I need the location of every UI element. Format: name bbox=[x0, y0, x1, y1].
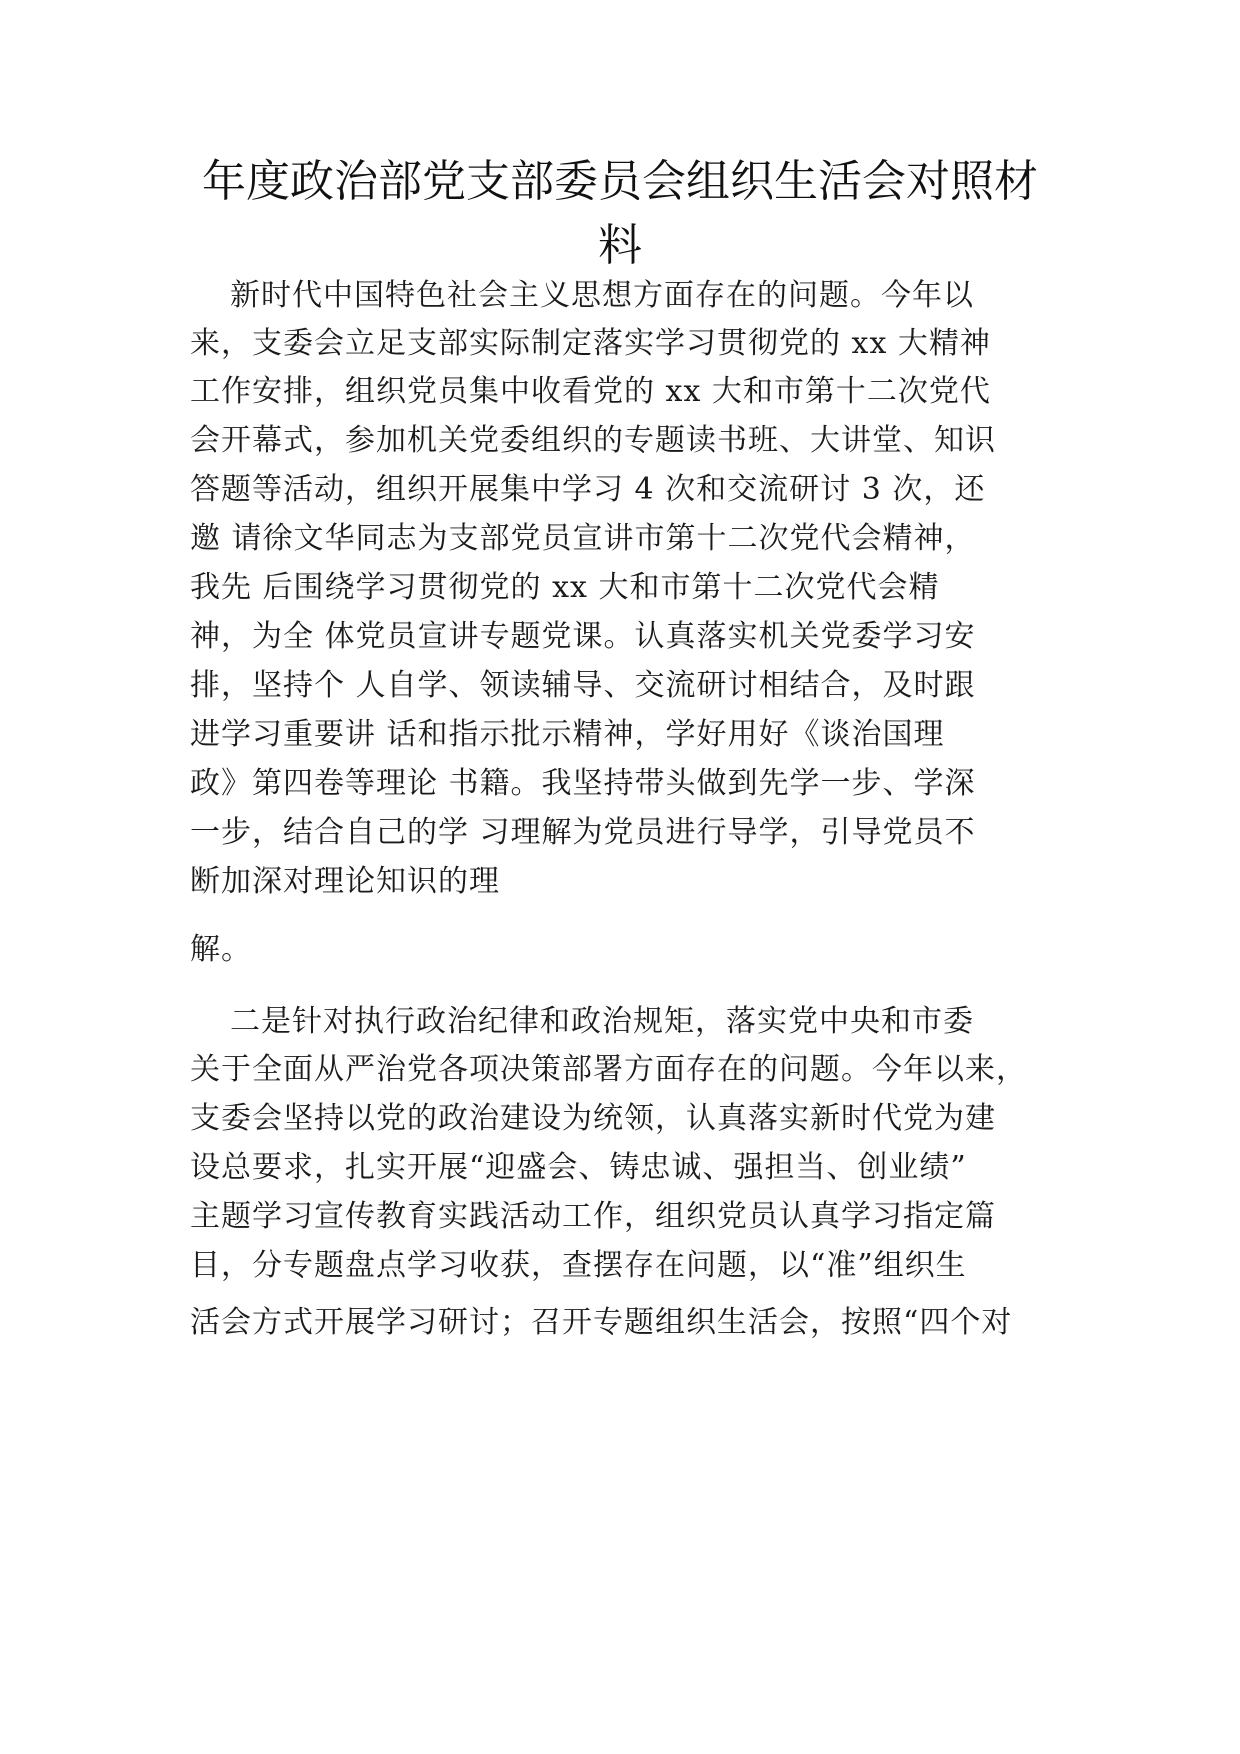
p2-line-7: 活会方式开展学习研讨；召开专题组织生活会，按照“四个对 bbox=[190, 1305, 1013, 1340]
p1-line-14: 解。 bbox=[190, 932, 252, 967]
p2-line-3: 支委会坚持以党的政治建设为统领，认真落实新时代党为建 bbox=[190, 1101, 996, 1136]
title-line-1: 年度政治部党支部委员会组织生活会对照材 bbox=[202, 156, 1038, 207]
p1-line-11: 政》第四卷等理论 书籍。我坚持带头做到先学一步、学深 bbox=[190, 766, 976, 801]
document-title bbox=[150, 150, 1090, 278]
p2-line-6: 目，分专题盘点学习收获，查摆存在问题，以“准”组织生 bbox=[190, 1248, 967, 1283]
p1-line-9: 排，坚持个 人自学、领读辅导、交流研讨相结合，及时跟 bbox=[190, 668, 976, 703]
p1-line-1: 新时代中国特色社会主义思想方面存在的问题。今年以 bbox=[230, 278, 974, 313]
p1-line-5: 答题等活动，组织开展集中学习 4 次和交流研讨 3 次，还 bbox=[190, 472, 986, 507]
p1-line-7: 我先 后围绕学习贯彻党的 xx 大和市第十二次党代会精 bbox=[190, 570, 940, 605]
p1-line-4: 会开幕式，参加机关党委组织的专题读书班、大讲堂、知识 bbox=[190, 423, 996, 458]
p1-line-12: 一步，结合自己的学 习理解为党员进行导学，引导党员不 bbox=[190, 815, 976, 850]
p1-line-10: 进学习重要讲 话和指示批示精神，学好用好《谈治国理 bbox=[190, 717, 945, 752]
p1-line-2: 来，支委会立足支部实际制定落实学习贯彻党的 xx 大精神 bbox=[190, 326, 991, 361]
p1-line-13: 断加深对理论知识的理 bbox=[190, 864, 500, 899]
title-line-2: 料 bbox=[598, 220, 642, 271]
p1-line-3: 工作安排，组织党员集中收看党的 xx 大和市第十二次党代 bbox=[190, 374, 991, 409]
p2-line-4: 设总要求，扎实开展“迎盛会、铸忠诚、强担当、创业绩” bbox=[190, 1150, 967, 1185]
p1-line-6: 邀 请徐文华同志为支部党员宣讲市第十二次党代会精神， bbox=[190, 521, 976, 556]
p1-line-8: 神，为全 体党员宣讲专题党课。认真落实机关党委学习安 bbox=[190, 619, 976, 654]
p2-line-5: 主题学习宣传教育实践活动工作，组织党员认真学习指定篇 bbox=[190, 1199, 996, 1234]
p2-line-1: 二是针对执行政治纪律和政治规矩，落实党中央和市委 bbox=[230, 1004, 974, 1039]
p2-line-2: 关于全面从严治党各项决策部署方面存在的问题。今年以来， bbox=[190, 1052, 1027, 1087]
